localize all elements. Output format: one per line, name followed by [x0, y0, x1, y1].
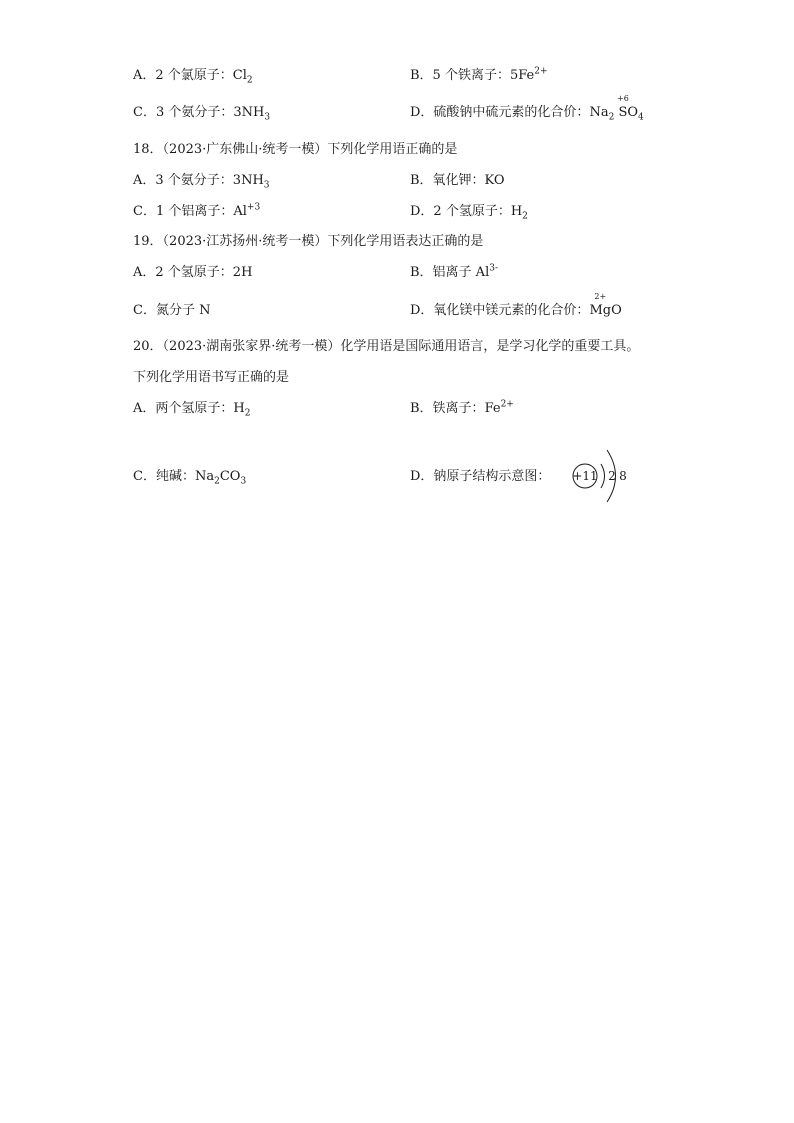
- q17-option-d-oxygen-sub: 4: [638, 112, 644, 123]
- q17-option-d-sulfur: [617, 94, 629, 122]
- q17-option-c-sub: 3: [264, 112, 271, 123]
- q20-option-a-formula: H: [233, 401, 245, 416]
- q17-option-b-formula: 5Fe: [509, 68, 535, 83]
- q17-option-b-prefix: B．5 个铁离子：: [410, 68, 510, 83]
- q17-option-d-prefix: D．硫酸钠中硫元素的化合价：: [410, 105, 590, 120]
- q19-option-d-magnesium-valence: 2+: [594, 292, 607, 301]
- q18-option-a-formula: 3NH: [232, 173, 264, 188]
- q17-option-d-na-sub: 2: [608, 112, 615, 123]
- q19-option-b-prefix: B．铝离子 Al: [410, 265, 490, 280]
- q18-option-c-formula: Al: [233, 204, 247, 219]
- q20-stem-line1: 20．（2023·湖南张家界·统考一模）化学用语是国际通用语言，是学习化学的重要工具。: [133, 339, 640, 354]
- q17-option-c-prefix: C．3 个氨分子：: [133, 105, 234, 120]
- q19-option-d-oxygen: O: [611, 303, 622, 318]
- q20-option-c-co-sub: 3: [240, 476, 247, 487]
- q20-option-b-sup: 2+: [500, 399, 514, 410]
- sodium-atom-diagram: [572, 444, 632, 508]
- q18-option-b[interactable]: [410, 172, 505, 190]
- q17-option-a-prefix: A．2 个氯原子：: [133, 68, 233, 83]
- q18-option-c-sup: +3: [246, 202, 261, 213]
- sodium-atom-svg: [572, 444, 632, 508]
- q17-option-b-sup: 2+: [534, 66, 548, 77]
- q17-option-a-sub: 2: [246, 75, 253, 86]
- q19-option-d-magnesium: [589, 292, 612, 320]
- q18-option-a[interactable]: [133, 172, 270, 190]
- q17-option-d-na: Na: [589, 105, 609, 120]
- q20-option-c[interactable]: [133, 468, 246, 486]
- q17-option-d[interactable]: [410, 94, 644, 123]
- q18-option-d[interactable]: [410, 203, 528, 221]
- q18-option-c[interactable]: [133, 203, 260, 221]
- q20-option-d-prefix: D．钠原子结构示意图：: [410, 469, 551, 484]
- q18-stem: 18．（2023·广东佛山·统考一模）下列化学用语正确的是: [133, 142, 458, 157]
- q18-option-d-prefix: D．2 个氢原子：: [410, 204, 511, 219]
- q20-option-c-prefix: C．纯碱：: [133, 469, 195, 484]
- q17-option-c-formula: 3NH: [233, 105, 265, 120]
- q18-option-d-sub: 2: [522, 211, 528, 222]
- q20-stem-line2: 下列化学用语书写正确的是: [133, 370, 290, 385]
- q19-option-a-text: A．2 个氢原子：2H: [133, 265, 253, 280]
- q17-option-d-sulfur-symbol: S: [618, 105, 628, 120]
- q19-option-c[interactable]: [133, 302, 210, 320]
- q20-option-b-prefix: B．铁离子：: [410, 401, 485, 416]
- q19-option-a[interactable]: [133, 264, 252, 282]
- q18-option-c-prefix: C．1 个铝离子：: [133, 204, 234, 219]
- q20-option-c-na-sub: 2: [214, 476, 220, 487]
- shell-1-electrons: 2: [608, 469, 616, 483]
- shell-2-electrons: 8: [619, 469, 627, 483]
- q19-option-d[interactable]: [410, 292, 622, 320]
- q20-option-b[interactable]: [410, 400, 514, 418]
- q18-option-a-sub: 3: [263, 180, 270, 191]
- q19-option-b[interactable]: [410, 264, 498, 282]
- q18-option-d-formula: H: [510, 204, 523, 219]
- q19-stem: 19．（2023·江苏扬州·统考一模）下列化学用语表达正确的是: [133, 234, 484, 249]
- q20-option-b-formula: Fe: [484, 401, 501, 416]
- q17-option-d-sulfur-valence: +6: [617, 94, 629, 103]
- q20-option-a-prefix: A．两个氢原子：: [133, 401, 234, 416]
- q18-option-b-text: B．氧化钾：KO: [410, 173, 505, 188]
- q18-option-a-prefix: A．3 个氨分子：: [133, 173, 233, 188]
- q19-option-d-prefix: D．氧化镁中镁元素的化合价：: [410, 303, 590, 318]
- q20-option-a-sub: 2: [244, 408, 251, 419]
- q17-option-c[interactable]: [133, 104, 270, 122]
- q17-option-a-formula: Cl: [232, 68, 247, 83]
- electron-shell-1: [601, 464, 605, 488]
- q20-option-c-co: CO: [219, 469, 241, 484]
- q20-option-d[interactable]: [410, 468, 550, 486]
- q17-option-a[interactable]: [133, 67, 253, 85]
- q19-option-d-magnesium-symbol: Mg: [589, 303, 612, 318]
- q20-option-c-na: Na: [194, 469, 215, 484]
- q19-option-b-sup: 3-: [489, 263, 499, 274]
- q19-option-c-text: C．氮分子 N: [133, 303, 211, 318]
- nucleus-charge: +11: [572, 469, 598, 483]
- q17-option-d-oxygen: O: [627, 105, 639, 120]
- q20-option-a[interactable]: [133, 400, 250, 418]
- q17-option-b[interactable]: [410, 67, 548, 85]
